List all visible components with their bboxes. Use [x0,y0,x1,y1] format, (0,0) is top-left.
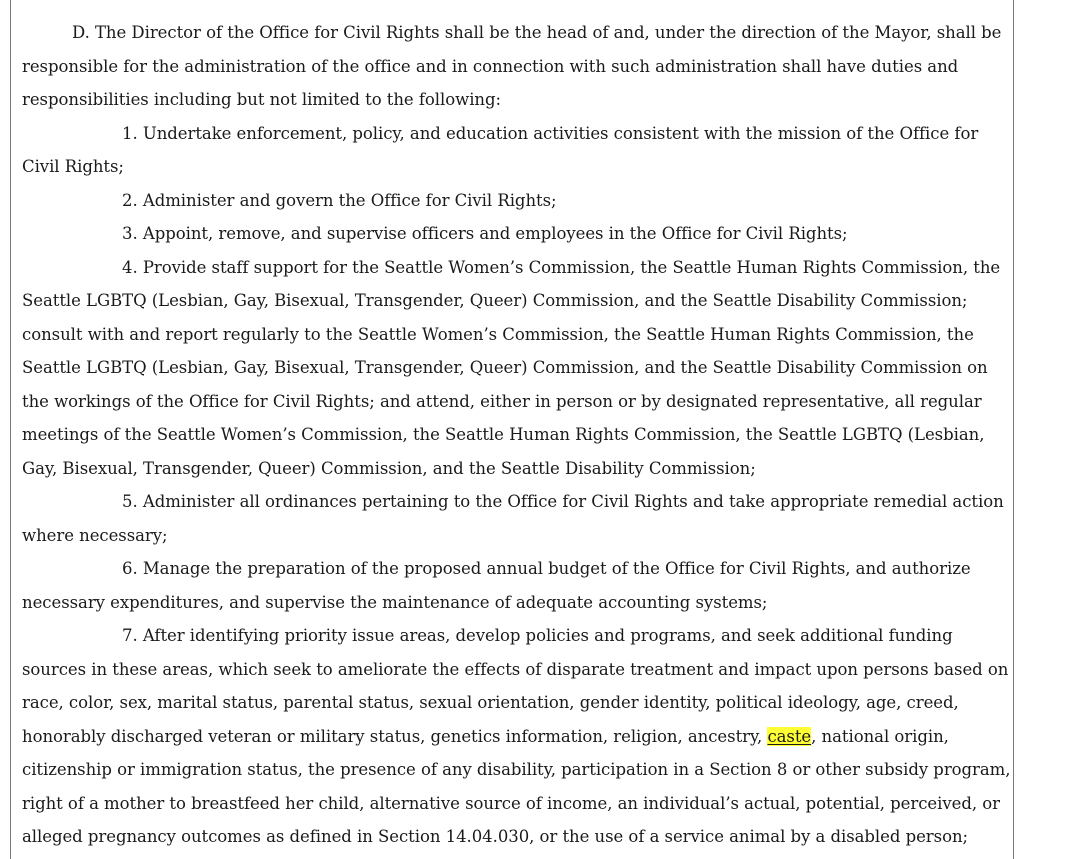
item7-text-after: , national origin, citizenship or immigration status, the presence of any disability, participation in a Section 8 or other subsidy program, right of a mother to breastfeed her child, alternative source of income, an individual’s actual, potential, perceived, or alleged pregnancy outcomes as defined in Section 14.04.030, or the use of a service animal by a disabled person; [22,726,1011,846]
list-item-3: 3. Appoint, remove, and supervise officers and employees in the Office for Civil Rights; [122,224,848,243]
list-item-6: 6. Manage the preparation of the proposed annual budget of the Office for Civil Rights, and authorize necessary expenditures, and supervise the maintenance of adequate accounting systems; [22,559,971,612]
document-page [10,0,1014,859]
list-item-5: 5. Administer all ordinances pertaining to the Office for Civil Rights and take appropriate remedial action where necessary; [22,492,1004,545]
document-body [22,16,1012,854]
highlighted-term: caste [767,726,812,746]
list-item-4: 4. Provide staff support for the Seattle Women’s Commission, the Seattle Human Rights Commission, the Seattle LGBTQ (Lesbian, Gay, Bisexual, Transgender, Queer) Commission, and the Seattle Disability Commission; consult with and report regularly to the Seattle Women’s Commission, the Seattle Human Rights Commission, the Seattle LGBTQ (Lesbian, Gay, Bisexual, Transgender, Queer) Commission, and the Seattle Disability Commission on the workings of the Office for Civil Rights; and attend, either in person or by designated representative, all regular meetings of the Seattle Women’s Commission, the Seattle Human Rights Commission, the Seattle LGBTQ (Lesbian, Gay, Bisexual, Transgender, Queer) Commission, and the Seattle Disability Commission; [22,257,1001,478]
list-item-2: 2. Administer and govern the Office for Civil Rights; [122,190,557,210]
paragraph-intro: D. The Director of the Office for Civil Rights shall be the head of and, under the direction of the Mayor, shall be responsible for the administration of the office and in connection with such administration shall have duties and responsibilities including but not limited to the following: [22,23,1002,109]
item7-text-before: 7. After identifying priority issue areas, develop policies and programs, and seek additional funding sources in these areas, which seek to ameliorate the effects of disparate treatment and impact upon persons based on race, color, sex, marital status, parental status, sexual orientation, gender identity, political ideology, age, creed, honorably discharged veteran or military status, genetics information, religion, ancestry, [22,626,1009,746]
list-item-7 [22,619,1012,854]
list-item-1: 1. Undertake enforcement, policy, and education activities consistent with the mission of the Office for Civil Rights; [22,123,979,176]
